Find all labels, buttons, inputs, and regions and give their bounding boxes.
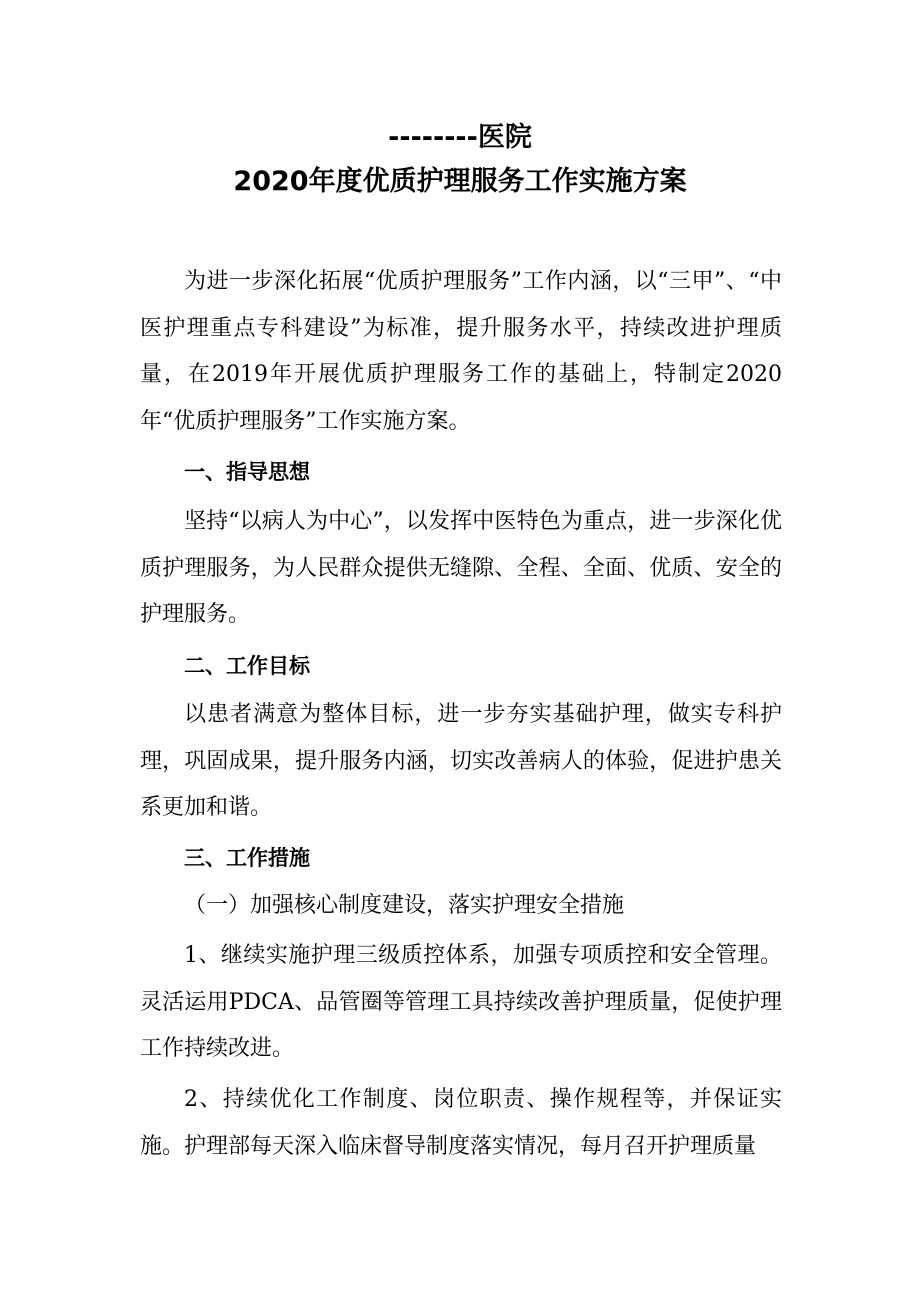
section-heading-work-goals: 二、工作目标 bbox=[184, 654, 310, 678]
section-heading-guiding-ideology: 一、指导思想 bbox=[184, 460, 310, 484]
intro-paragraph: 为进一步深化拓展“优质护理服务”工作内涵，以“三甲”、“中医护理重点专科建设”为标准，提升服务水平，持续改进护理质量，在2019年开展优质护理服务工作的基础上，特制定2020年“优质护理服务”工作实施方案。 bbox=[140, 269, 782, 434]
measure-item-2: 2、持续优化工作制度、岗位职责、操作规程等，并保证实施。护理部每天深入临床督导制度落实情况，每月召开护理质量 bbox=[140, 1087, 782, 1159]
section-heading-work-measures: 三、工作措施 bbox=[184, 846, 310, 870]
plan-title: 2020年度优质护理服务工作实施方案 bbox=[233, 166, 687, 197]
hospital-title: --------医院 bbox=[388, 122, 532, 153]
section-body-guiding-ideology: 坚持“以病人为中心”，以发挥中医特色为重点，进一步深化优质护理服务，为人民群众提供无缝隙、全程、全面、优质、安全的护理服务。 bbox=[140, 509, 782, 627]
subsection-heading-core-system: （一）加强核心制度建设，落实护理安全措施 bbox=[184, 893, 625, 918]
section-body-work-goals: 以患者满意为整体目标，进一步夯实基础护理，做实专科护理，巩固成果，提升服务内涵，切实改善病人的体验，促进护患关系更加和谐。 bbox=[140, 702, 782, 820]
measure-item-1: 1、继续实施护理三级质控体系，加强专项质控和安全管理。灵活运用PDCA、品管圈等管理工具持续改善护理质量，促使护理工作持续改进。 bbox=[140, 943, 782, 1061]
